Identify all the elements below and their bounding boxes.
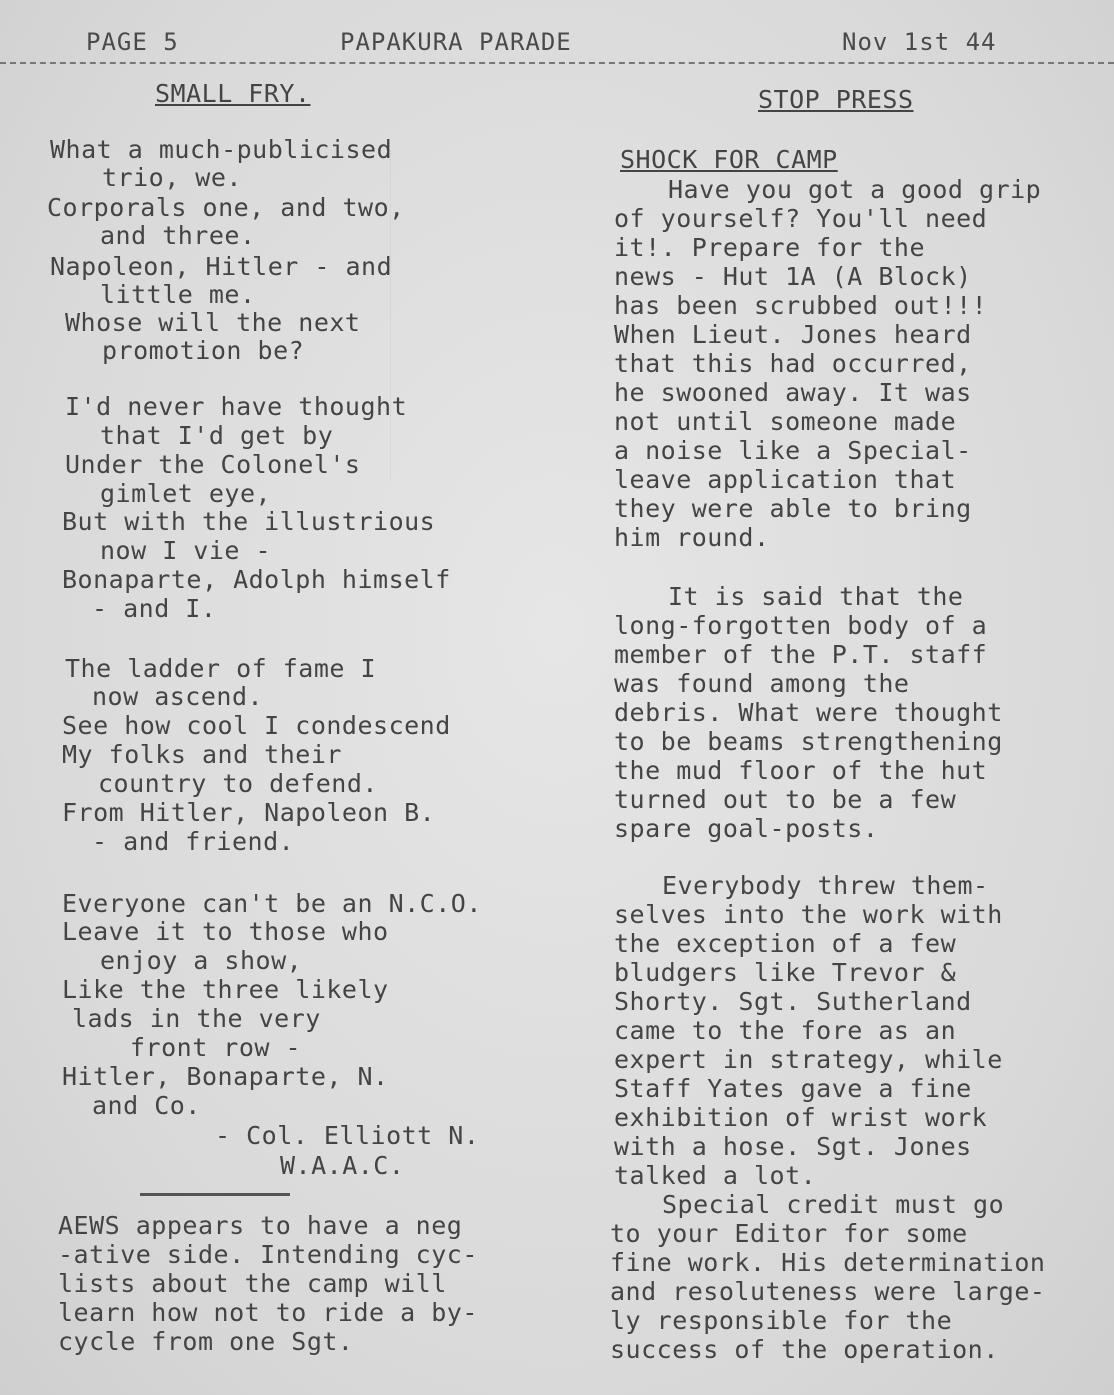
poem-line: and Co. xyxy=(92,1091,201,1120)
poem-line: Like the three likely xyxy=(62,975,389,1004)
poem-line: now I vie - xyxy=(100,536,272,565)
story-line: success of the operation. xyxy=(610,1335,999,1364)
story-line: leave application that xyxy=(614,465,957,494)
story-line: Staff Yates gave a fine xyxy=(614,1074,972,1103)
poem-line: Hitler, Bonaparte, N. xyxy=(62,1062,389,1091)
poem-line: What a much-publicised xyxy=(50,135,393,164)
story-line: to your Editor for some xyxy=(610,1219,968,1248)
stop-press-title: STOP PRESS xyxy=(758,85,914,114)
page-header xyxy=(0,24,1114,64)
story-line: spare goal-posts. xyxy=(614,814,879,843)
story-line: fine work. His determination xyxy=(610,1248,1046,1277)
story-line: has been scrubbed out!!! xyxy=(614,291,988,320)
poem-line: Everyone can't be an N.C.O. xyxy=(62,889,482,918)
poem-line: trio, we. xyxy=(102,163,242,192)
poem-line: enjoy a show, xyxy=(100,946,303,975)
story-line: not until someone made xyxy=(614,407,957,436)
story-line: turned out to be a few xyxy=(614,785,957,814)
poem-line: that I'd get by xyxy=(100,421,334,450)
story-line: to be beams strengthening xyxy=(614,727,1003,756)
story-line: a noise like a Special- xyxy=(614,436,972,465)
poem-line: From Hitler, Napoleon B. xyxy=(62,798,436,827)
publication-name: PAPAKURA PARADE xyxy=(340,28,572,56)
header-dashed-rule xyxy=(0,62,1114,64)
story-line: It is said that the xyxy=(668,582,964,611)
poem-line: The ladder of fame I xyxy=(65,654,377,683)
poem-line: Napoleon, Hitler - and xyxy=(50,252,393,281)
story-line: bludgers like Trevor & xyxy=(614,958,957,987)
issue-date: Nov 1st 44 xyxy=(842,28,997,56)
poem-line: lads in the very xyxy=(72,1004,321,1033)
story-line: that this had occurred, xyxy=(614,349,972,378)
story-line: the mud floor of the hut xyxy=(614,756,988,785)
story-line: Special credit must go xyxy=(662,1190,1005,1219)
story-line: talked a lot. xyxy=(614,1161,817,1190)
poem-line: promotion be? xyxy=(102,336,305,365)
story-line: selves into the work with xyxy=(614,900,1003,929)
poem-line: country to defend. xyxy=(98,769,378,798)
story-line: he swooned away. It was xyxy=(614,378,972,407)
story-line: came to the fore as an xyxy=(614,1016,957,1045)
poem-line: Under the Colonel's xyxy=(65,450,361,479)
story-line: member of the P.T. staff xyxy=(614,640,988,669)
section-divider xyxy=(140,1193,290,1196)
story-line: debris. What were thought xyxy=(614,698,1003,727)
poem-line: But with the illustrious xyxy=(62,507,436,536)
page-number: PAGE 5 xyxy=(86,28,179,56)
poem-line: Bonaparte, Adolph himself xyxy=(62,565,451,594)
note-line: cycle from one Sgt. xyxy=(58,1327,354,1356)
poem-line: See how cool I condescend xyxy=(62,711,451,740)
story-line: long-forgotten body of a xyxy=(614,611,988,640)
story-heading: SHOCK FOR CAMP xyxy=(620,145,838,174)
story-line: When Lieut. Jones heard xyxy=(614,320,972,349)
poem-line: now ascend. xyxy=(92,682,264,711)
note-line: AEWS appears to have a neg xyxy=(58,1211,463,1240)
story-line: expert in strategy, while xyxy=(614,1045,1003,1074)
story-line: exhibition of wrist work xyxy=(614,1103,988,1132)
poem-line: I'd never have thought xyxy=(65,392,408,421)
story-line: it!. Prepare for the xyxy=(614,233,926,262)
story-line: and resoluteness were large- xyxy=(610,1277,1046,1306)
note-line: -ative side. Intending cyc- xyxy=(58,1240,478,1269)
poem-line: little me. xyxy=(100,280,256,309)
poem-signature-unit: W.A.A.C. xyxy=(280,1151,405,1180)
story-line: Shorty. Sgt. Sutherland xyxy=(614,987,972,1016)
story-line: news - Hut 1A (A Block) xyxy=(614,262,972,291)
story-line: Everybody threw them- xyxy=(662,871,989,900)
poem-line: front row - xyxy=(130,1033,302,1062)
note-line: learn how not to ride a by- xyxy=(58,1298,478,1327)
poem-title: SMALL FRY. xyxy=(155,79,311,108)
poem-line: Whose will the next xyxy=(65,308,361,337)
note-line: lists about the camp will xyxy=(58,1269,447,1298)
story-line: was found among the xyxy=(614,669,910,698)
story-line: with a hose. Sgt. Jones xyxy=(614,1132,972,1161)
poem-signature: - Col. Elliott N. xyxy=(215,1121,480,1150)
story-line: him round. xyxy=(614,523,770,552)
poem-line: and three. xyxy=(100,221,256,250)
story-line: they were able to bring xyxy=(614,494,972,523)
story-line: Have you got a good grip xyxy=(668,175,1042,204)
story-line: the exception of a few xyxy=(614,929,957,958)
story-line: of yourself? You'll need xyxy=(614,204,988,233)
poem-line: My folks and their xyxy=(62,740,342,769)
poem-line: gimlet eye, xyxy=(100,479,272,508)
poem-line: - and I. xyxy=(92,594,217,623)
poem-line: Corporals one, and two, xyxy=(47,193,405,222)
poem-line: - and friend. xyxy=(92,827,295,856)
poem-line: Leave it to those who xyxy=(62,917,389,946)
story-line: ly responsible for the xyxy=(610,1306,953,1335)
